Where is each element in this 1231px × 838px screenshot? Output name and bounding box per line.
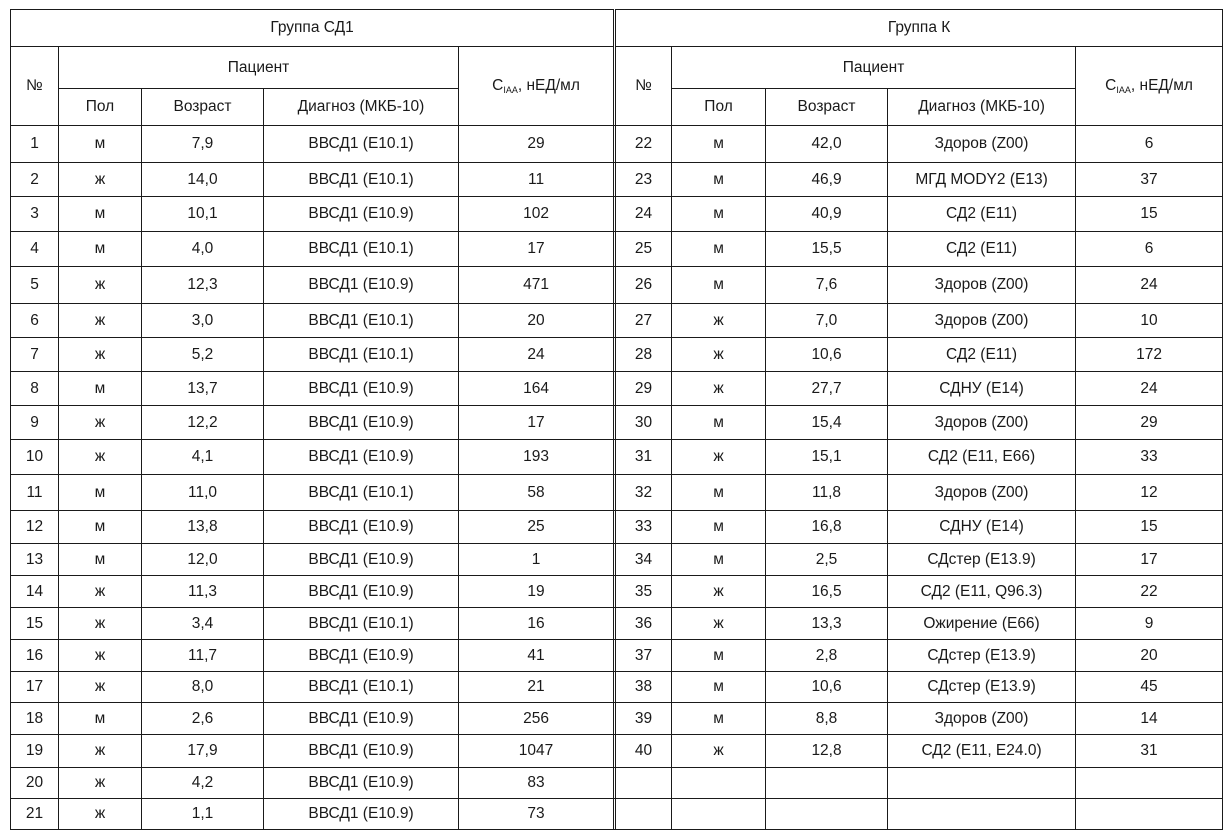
sd1-num-cell: 8 bbox=[11, 372, 59, 406]
k-diagnosis-cell: Здоров (Z00) bbox=[888, 475, 1076, 511]
k-num-cell: 22 bbox=[616, 126, 672, 163]
k-conc-cell: 17 bbox=[1076, 544, 1223, 576]
k-num-cell: 24 bbox=[616, 197, 672, 232]
table-row bbox=[11, 768, 1223, 799]
k-diagnosis-cell: СД2 (E11, E24.0) bbox=[888, 735, 1076, 768]
sd1-sex-cell: ж bbox=[59, 799, 142, 830]
sd1-conc-cell: 256 bbox=[459, 703, 614, 735]
sd1-diagnosis-cell: ВВСД1 (E10.1) bbox=[264, 672, 459, 703]
sd1-sex-cell: м bbox=[59, 703, 142, 735]
k-age-cell: 8,8 bbox=[766, 703, 888, 735]
k-num-cell: 25 bbox=[616, 232, 672, 267]
sd1-diagnosis-cell: ВВСД1 (E10.1) bbox=[264, 475, 459, 511]
sd1-num-cell: 17 bbox=[11, 672, 59, 703]
sd1-age-cell: 10,1 bbox=[142, 197, 264, 232]
table-row bbox=[11, 440, 1223, 475]
sd1-num-cell: 4 bbox=[11, 232, 59, 267]
sd1-num-cell: 3 bbox=[11, 197, 59, 232]
diagnosis-header: Диагноз (МКБ-10) bbox=[264, 89, 459, 126]
table-row bbox=[11, 232, 1223, 267]
k-diagnosis-cell: СД2 (E11, E66) bbox=[888, 440, 1076, 475]
sd1-age-cell: 8,0 bbox=[142, 672, 264, 703]
k-sex-cell: ж bbox=[672, 338, 766, 372]
table-row bbox=[11, 197, 1223, 232]
sd1-diagnosis-cell: ВВСД1 (E10.1) bbox=[264, 126, 459, 163]
table-row bbox=[11, 640, 1223, 672]
k-num-cell: 28 bbox=[616, 338, 672, 372]
k-sex-cell: м bbox=[672, 511, 766, 544]
sd1-conc-cell: 11 bbox=[459, 163, 614, 197]
sd1-diagnosis-cell: ВВСД1 (E10.9) bbox=[264, 576, 459, 608]
num-header: № bbox=[616, 47, 672, 126]
k-num-cell: 31 bbox=[616, 440, 672, 475]
group-k-header: Группа К bbox=[616, 10, 1223, 47]
k-sex-cell: м bbox=[672, 197, 766, 232]
sd1-sex-cell: ж bbox=[59, 672, 142, 703]
k-age-cell: 10,6 bbox=[766, 338, 888, 372]
k-age-cell: 2,5 bbox=[766, 544, 888, 576]
sd1-age-cell: 3,4 bbox=[142, 608, 264, 640]
sd1-age-cell: 12,3 bbox=[142, 267, 264, 304]
k-age-cell: 15,5 bbox=[766, 232, 888, 267]
k-conc-cell: 9 bbox=[1076, 608, 1223, 640]
k-conc-cell: 6 bbox=[1076, 232, 1223, 267]
sd1-conc-cell: 193 bbox=[459, 440, 614, 475]
patient-header: Пациент bbox=[672, 47, 1076, 89]
sd1-diagnosis-cell: ВВСД1 (E10.9) bbox=[264, 544, 459, 576]
k-sex-cell: ж bbox=[672, 576, 766, 608]
k-age-cell: 40,9 bbox=[766, 197, 888, 232]
table-row bbox=[11, 475, 1223, 511]
k-conc-cell: 15 bbox=[1076, 197, 1223, 232]
sd1-conc-cell: 164 bbox=[459, 372, 614, 406]
sd1-num-cell: 6 bbox=[11, 304, 59, 338]
k-sex-cell: м bbox=[672, 672, 766, 703]
sd1-conc-cell: 29 bbox=[459, 126, 614, 163]
k-sex-cell: ж bbox=[672, 304, 766, 338]
sd1-diagnosis-cell: ВВСД1 (E10.9) bbox=[264, 703, 459, 735]
k-conc-cell: 29 bbox=[1076, 406, 1223, 440]
sex-header: Пол bbox=[672, 89, 766, 126]
sd1-conc-cell: 21 bbox=[459, 672, 614, 703]
sd1-age-cell: 12,0 bbox=[142, 544, 264, 576]
sd1-num-cell: 21 bbox=[11, 799, 59, 830]
k-sex-cell bbox=[672, 768, 766, 799]
sd1-age-cell: 13,7 bbox=[142, 372, 264, 406]
sd1-num-cell: 1 bbox=[11, 126, 59, 163]
table-row bbox=[11, 372, 1223, 406]
k-sex-cell: м bbox=[672, 267, 766, 304]
k-sex-cell: м bbox=[672, 703, 766, 735]
k-conc-cell: 14 bbox=[1076, 703, 1223, 735]
sd1-conc-cell: 17 bbox=[459, 232, 614, 267]
sd1-diagnosis-cell: ВВСД1 (E10.9) bbox=[264, 511, 459, 544]
patients-table bbox=[10, 9, 1223, 830]
sd1-diagnosis-cell: ВВСД1 (E10.9) bbox=[264, 440, 459, 475]
k-conc-cell: 24 bbox=[1076, 267, 1223, 304]
num-header: № bbox=[11, 47, 59, 126]
k-num-cell bbox=[616, 768, 672, 799]
k-age-cell: 15,4 bbox=[766, 406, 888, 440]
sd1-diagnosis-cell: ВВСД1 (E10.1) bbox=[264, 304, 459, 338]
sd1-age-cell: 4,1 bbox=[142, 440, 264, 475]
sd1-num-cell: 18 bbox=[11, 703, 59, 735]
k-conc-cell: 10 bbox=[1076, 304, 1223, 338]
k-diagnosis-cell: Ожирение (E66) bbox=[888, 608, 1076, 640]
k-num-cell: 34 bbox=[616, 544, 672, 576]
sd1-conc-cell: 16 bbox=[459, 608, 614, 640]
sd1-age-cell: 7,9 bbox=[142, 126, 264, 163]
age-header: Возраст bbox=[766, 89, 888, 126]
k-conc-cell: 24 bbox=[1076, 372, 1223, 406]
sd1-conc-cell: 1047 bbox=[459, 735, 614, 768]
sd1-sex-cell: ж bbox=[59, 735, 142, 768]
sd1-sex-cell: ж bbox=[59, 338, 142, 372]
k-diagnosis-cell: СДстер (E13.9) bbox=[888, 544, 1076, 576]
k-diagnosis-cell: СД2 (E11, Q96.3) bbox=[888, 576, 1076, 608]
k-age-cell: 16,8 bbox=[766, 511, 888, 544]
k-num-cell bbox=[616, 799, 672, 830]
k-age-cell: 46,9 bbox=[766, 163, 888, 197]
diagnosis-header: Диагноз (МКБ-10) bbox=[888, 89, 1076, 126]
k-conc-cell: 37 bbox=[1076, 163, 1223, 197]
k-diagnosis-cell: СД2 (E11) bbox=[888, 232, 1076, 267]
table-row bbox=[11, 304, 1223, 338]
table-row bbox=[11, 406, 1223, 440]
k-sex-cell: ж bbox=[672, 372, 766, 406]
sd1-age-cell: 11,0 bbox=[142, 475, 264, 511]
patient-header: Пациент bbox=[59, 47, 459, 89]
k-num-cell: 35 bbox=[616, 576, 672, 608]
k-diagnosis-cell: Здоров (Z00) bbox=[888, 406, 1076, 440]
sd1-conc-cell: 41 bbox=[459, 640, 614, 672]
sd1-sex-cell: ж bbox=[59, 440, 142, 475]
sd1-sex-cell: ж bbox=[59, 163, 142, 197]
k-conc-cell: 31 bbox=[1076, 735, 1223, 768]
sd1-age-cell: 17,9 bbox=[142, 735, 264, 768]
sd1-sex-cell: м bbox=[59, 511, 142, 544]
sd1-conc-cell: 19 bbox=[459, 576, 614, 608]
k-diagnosis-cell: МГД MODY2 (E13) bbox=[888, 163, 1076, 197]
sd1-diagnosis-cell: ВВСД1 (E10.9) bbox=[264, 372, 459, 406]
sd1-diagnosis-cell: ВВСД1 (E10.9) bbox=[264, 768, 459, 799]
k-num-cell: 39 bbox=[616, 703, 672, 735]
sd1-sex-cell: ж bbox=[59, 304, 142, 338]
sd1-age-cell: 5,2 bbox=[142, 338, 264, 372]
age-header: Возраст bbox=[142, 89, 264, 126]
sd1-sex-cell: ж bbox=[59, 768, 142, 799]
k-diagnosis-cell: Здоров (Z00) bbox=[888, 304, 1076, 338]
sd1-diagnosis-cell: ВВСД1 (E10.1) bbox=[264, 232, 459, 267]
k-sex-cell: м bbox=[672, 640, 766, 672]
k-conc-cell: 22 bbox=[1076, 576, 1223, 608]
k-age-cell: 12,8 bbox=[766, 735, 888, 768]
sd1-conc-cell: 17 bbox=[459, 406, 614, 440]
sd1-sex-cell: ж bbox=[59, 576, 142, 608]
sd1-sex-cell: ж bbox=[59, 640, 142, 672]
k-num-cell: 26 bbox=[616, 267, 672, 304]
sd1-diagnosis-cell: ВВСД1 (E10.9) bbox=[264, 799, 459, 830]
k-age-cell: 42,0 bbox=[766, 126, 888, 163]
k-age-cell: 27,7 bbox=[766, 372, 888, 406]
k-age-cell: 10,6 bbox=[766, 672, 888, 703]
table-row bbox=[11, 126, 1223, 163]
k-conc-cell: 172 bbox=[1076, 338, 1223, 372]
k-diagnosis-cell: СДНУ (E14) bbox=[888, 511, 1076, 544]
k-diagnosis-cell: СДстер (E13.9) bbox=[888, 640, 1076, 672]
sd1-diagnosis-cell: ВВСД1 (E10.1) bbox=[264, 338, 459, 372]
k-conc-cell: 15 bbox=[1076, 511, 1223, 544]
k-conc-cell bbox=[1076, 799, 1223, 830]
k-diagnosis-cell bbox=[888, 799, 1076, 830]
table-body bbox=[11, 126, 1223, 830]
sd1-conc-cell: 58 bbox=[459, 475, 614, 511]
k-age-cell: 15,1 bbox=[766, 440, 888, 475]
k-age-cell: 7,6 bbox=[766, 267, 888, 304]
k-sex-cell: м bbox=[672, 475, 766, 511]
k-num-cell: 36 bbox=[616, 608, 672, 640]
sd1-num-cell: 13 bbox=[11, 544, 59, 576]
k-num-cell: 23 bbox=[616, 163, 672, 197]
group-sd1-header: Группа СД1 bbox=[11, 10, 614, 47]
sd1-num-cell: 9 bbox=[11, 406, 59, 440]
sd1-diagnosis-cell: ВВСД1 (E10.9) bbox=[264, 197, 459, 232]
sd1-conc-cell: 102 bbox=[459, 197, 614, 232]
k-conc-cell bbox=[1076, 768, 1223, 799]
sd1-num-cell: 15 bbox=[11, 608, 59, 640]
sd1-num-cell: 2 bbox=[11, 163, 59, 197]
k-age-cell: 16,5 bbox=[766, 576, 888, 608]
sd1-sex-cell: м bbox=[59, 544, 142, 576]
table-row bbox=[11, 608, 1223, 640]
k-num-cell: 27 bbox=[616, 304, 672, 338]
sd1-sex-cell: ж bbox=[59, 406, 142, 440]
k-diagnosis-cell: СДНУ (E14) bbox=[888, 372, 1076, 406]
table-row bbox=[11, 511, 1223, 544]
k-age-cell: 2,8 bbox=[766, 640, 888, 672]
k-num-cell: 33 bbox=[616, 511, 672, 544]
sd1-age-cell: 4,2 bbox=[142, 768, 264, 799]
sd1-sex-cell: ж bbox=[59, 608, 142, 640]
sex-header: Пол bbox=[59, 89, 142, 126]
sd1-sex-cell: м bbox=[59, 197, 142, 232]
k-diagnosis-cell: Здоров (Z00) bbox=[888, 267, 1076, 304]
sd1-conc-cell: 73 bbox=[459, 799, 614, 830]
sd1-age-cell: 4,0 bbox=[142, 232, 264, 267]
k-diagnosis-cell: Здоров (Z00) bbox=[888, 126, 1076, 163]
sd1-diagnosis-cell: ВВСД1 (E10.1) bbox=[264, 608, 459, 640]
sd1-num-cell: 19 bbox=[11, 735, 59, 768]
table-row bbox=[11, 703, 1223, 735]
sd1-age-cell: 14,0 bbox=[142, 163, 264, 197]
k-sex-cell: м bbox=[672, 406, 766, 440]
k-sex-cell: м bbox=[672, 544, 766, 576]
k-sex-cell bbox=[672, 799, 766, 830]
sd1-sex-cell: м bbox=[59, 126, 142, 163]
k-age-cell bbox=[766, 799, 888, 830]
table-row bbox=[11, 799, 1223, 830]
sd1-diagnosis-cell: ВВСД1 (E10.9) bbox=[264, 267, 459, 304]
k-diagnosis-cell: СД2 (E11) bbox=[888, 197, 1076, 232]
sd1-diagnosis-cell: ВВСД1 (E10.1) bbox=[264, 163, 459, 197]
conc-header: $C_{IAA}$, нЕД/мл bbox=[459, 47, 614, 126]
conc-header: $C_{IAA}$, нЕД/мл bbox=[1076, 47, 1223, 126]
k-num-cell: 37 bbox=[616, 640, 672, 672]
sd1-diagnosis-cell: ВВСД1 (E10.9) bbox=[264, 640, 459, 672]
k-sex-cell: м bbox=[672, 232, 766, 267]
sd1-sex-cell: м bbox=[59, 232, 142, 267]
sd1-age-cell: 11,3 bbox=[142, 576, 264, 608]
sd1-conc-cell: 20 bbox=[459, 304, 614, 338]
sd1-age-cell: 12,2 bbox=[142, 406, 264, 440]
table-row bbox=[11, 338, 1223, 372]
sd1-num-cell: 16 bbox=[11, 640, 59, 672]
k-num-cell: 29 bbox=[616, 372, 672, 406]
k-sex-cell: ж bbox=[672, 608, 766, 640]
sd1-age-cell: 1,1 bbox=[142, 799, 264, 830]
k-sex-cell: м bbox=[672, 163, 766, 197]
sd1-num-cell: 12 bbox=[11, 511, 59, 544]
k-conc-cell: 45 bbox=[1076, 672, 1223, 703]
k-age-cell: 13,3 bbox=[766, 608, 888, 640]
k-diagnosis-cell: Здоров (Z00) bbox=[888, 703, 1076, 735]
k-sex-cell: м bbox=[672, 126, 766, 163]
sd1-num-cell: 7 bbox=[11, 338, 59, 372]
k-sex-cell: ж bbox=[672, 735, 766, 768]
sd1-age-cell: 3,0 bbox=[142, 304, 264, 338]
k-num-cell: 32 bbox=[616, 475, 672, 511]
k-num-cell: 38 bbox=[616, 672, 672, 703]
sd1-conc-cell: 83 bbox=[459, 768, 614, 799]
k-age-cell: 7,0 bbox=[766, 304, 888, 338]
k-diagnosis-cell: СДстер (E13.9) bbox=[888, 672, 1076, 703]
k-age-cell bbox=[766, 768, 888, 799]
table-row bbox=[11, 163, 1223, 197]
k-age-cell: 11,8 bbox=[766, 475, 888, 511]
sd1-sex-cell: ж bbox=[59, 267, 142, 304]
table-row bbox=[11, 672, 1223, 703]
sd1-diagnosis-cell: ВВСД1 (E10.9) bbox=[264, 735, 459, 768]
sd1-num-cell: 5 bbox=[11, 267, 59, 304]
sd1-diagnosis-cell: ВВСД1 (E10.9) bbox=[264, 406, 459, 440]
k-conc-cell: 20 bbox=[1076, 640, 1223, 672]
sd1-age-cell: 2,6 bbox=[142, 703, 264, 735]
sd1-age-cell: 13,8 bbox=[142, 511, 264, 544]
table-row bbox=[11, 576, 1223, 608]
table-row bbox=[11, 267, 1223, 304]
sd1-age-cell: 11,7 bbox=[142, 640, 264, 672]
sd1-num-cell: 11 bbox=[11, 475, 59, 511]
k-num-cell: 30 bbox=[616, 406, 672, 440]
sd1-conc-cell: 25 bbox=[459, 511, 614, 544]
k-num-cell: 40 bbox=[616, 735, 672, 768]
table-row bbox=[11, 735, 1223, 768]
sd1-sex-cell: м bbox=[59, 475, 142, 511]
k-conc-cell: 6 bbox=[1076, 126, 1223, 163]
sd1-num-cell: 20 bbox=[11, 768, 59, 799]
sd1-num-cell: 14 bbox=[11, 576, 59, 608]
table-row bbox=[11, 544, 1223, 576]
sd1-conc-cell: 1 bbox=[459, 544, 614, 576]
k-conc-cell: 12 bbox=[1076, 475, 1223, 511]
sd1-conc-cell: 471 bbox=[459, 267, 614, 304]
sd1-sex-cell: м bbox=[59, 372, 142, 406]
k-diagnosis-cell: СД2 (E11) bbox=[888, 338, 1076, 372]
k-diagnosis-cell bbox=[888, 768, 1076, 799]
sd1-conc-cell: 24 bbox=[459, 338, 614, 372]
sd1-num-cell: 10 bbox=[11, 440, 59, 475]
k-sex-cell: ж bbox=[672, 440, 766, 475]
k-conc-cell: 33 bbox=[1076, 440, 1223, 475]
